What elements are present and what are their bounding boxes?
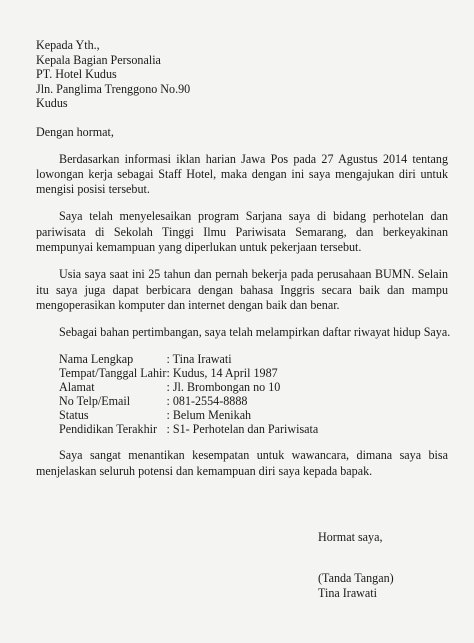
paragraph-job-source: Berdasarkan informasi iklan harian Jawa Pos pada 27 Agustus 2014 tentang lowongan kerja sebagai Staff Hotel, maka dengan ini saya mengajukan diri untuk mengisi posisi tersebut. (36, 151, 448, 197)
personal-data-value: : Kudus, 14 April 1987 (166, 366, 318, 380)
personal-data-value: : Belum Menikah (166, 408, 318, 422)
signer-name: Tina Irawati (318, 585, 378, 600)
personal-data-value: : 081-2554-8888 (166, 394, 318, 408)
personal-data-row (59, 366, 318, 380)
signature-placeholder: (Tanda Tangan) (318, 571, 394, 585)
personal-data-row (59, 352, 318, 366)
personal-data-value: : S1- Perhotelan dan Pariwisata (166, 422, 318, 436)
greeting: Dengan hormat, (36, 124, 114, 139)
paragraph-closing: Saya sangat menantikan kesempatan untuk wawancara, dimana saya bisa menjelaskan seluruh potensi dan kemampuan diri saya kepada bapak. (36, 448, 448, 478)
personal-data-label: Pendidikan Terakhir (59, 422, 158, 437)
personal-data-label: Tempat/Tanggal Lahir (59, 365, 167, 380)
recipient-address (36, 38, 448, 111)
personal-data-table (59, 352, 318, 437)
personal-data-label: Nama Lengkap (59, 351, 134, 366)
attachment-sentence: Sebagai bahan pertimbangan, saya telah melampirkan daftar riwayat hidup Saya. (59, 325, 451, 340)
personal-data-label: Alamat (59, 380, 95, 395)
personal-data-label: Status (59, 408, 89, 423)
personal-data-row (59, 422, 318, 436)
personal-data-value: : Tina Irawati (166, 352, 318, 366)
personal-data-label: No Telp/Email (59, 394, 131, 409)
recipient-line-salutation: Kepada Yth., (36, 38, 100, 52)
signature-block (318, 571, 394, 600)
recipient-line-street: Jln. Panglima Trenggono No.90 (36, 81, 191, 96)
personal-data-row (59, 394, 318, 408)
personal-data-row (59, 408, 318, 422)
personal-data-value: : Jl. Brombongan no 10 (166, 380, 318, 394)
personal-data-row (59, 380, 318, 394)
recipient-line-city: Kudus (36, 96, 68, 111)
recipient-line-position: Kepala Bagian Personalia (36, 52, 161, 67)
closing-phrase: Hormat saya, (318, 530, 383, 544)
recipient-line-company: PT. Hotel Kudus (36, 67, 117, 82)
paragraph-experience: Usia saya saat ini 25 tahun dan pernah bekerja pada perusahaan BUMN. Selain itu saya juga dapat berbicara dengan bahasa Inggris secara baik dan mampu mengoperasikan komputer dan internet dengan baik dan benar. (36, 267, 448, 312)
paragraph-education: Saya telah menyelesaikan program Sarjana saya di bidang perhotelan dan pariwisata di Sekolah Tinggi Ilmu Pariwisata Semarang, dan berkeyakinan mempunyai kemampuan yang diperlukan untuk pekerjaan tersebut. (36, 209, 448, 255)
